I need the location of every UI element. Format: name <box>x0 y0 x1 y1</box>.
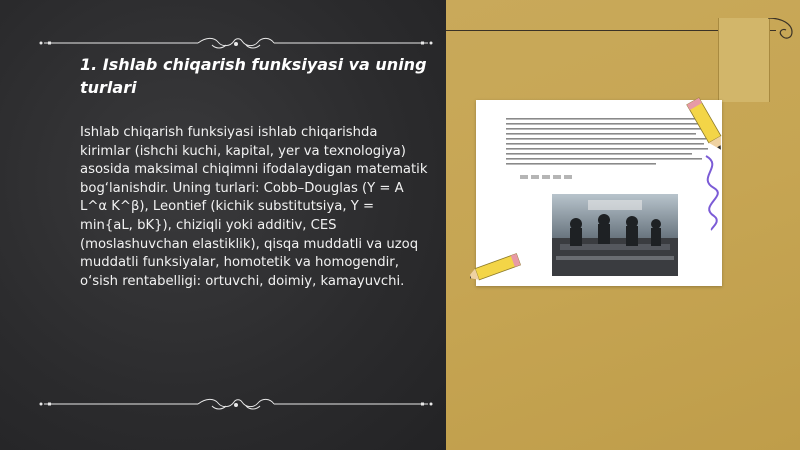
flourish-divider-icon <box>36 396 436 412</box>
bookmark-tab <box>718 18 770 102</box>
flourish-divider-icon <box>36 35 436 51</box>
page-curl-icon <box>768 18 794 44</box>
factory-photo <box>552 194 678 276</box>
pencil-icon <box>676 96 736 232</box>
pencil-icon <box>470 242 530 292</box>
slide-title: 1. Ishlab chiqarish funksiyasi va uning turlari <box>80 55 427 97</box>
slide-body-text: Ishlab chiqarish funksiyasi ishlab chiqarishda kirimlar (ishchi kuchi, kapital, yer va texnologiya) asosida maksimal chiqimni ifodalaydigan matematik bog‘lanishdir. Uning turlari: Cobb–Douglas (Y = A L^α K^β), Leontief (kichik substitutsiya, Y = min{aL, bK}), chiziqli yoki additiv, CES (moslashuvchan elastiklik), qisqa muddatli va uzoq muddatli funksiyalar, homotetik va homogendir, o‘sish rentabelligi: ortuvchi, doimiy, kamayuvchi. <box>80 125 428 289</box>
blurred-heading <box>520 174 580 180</box>
